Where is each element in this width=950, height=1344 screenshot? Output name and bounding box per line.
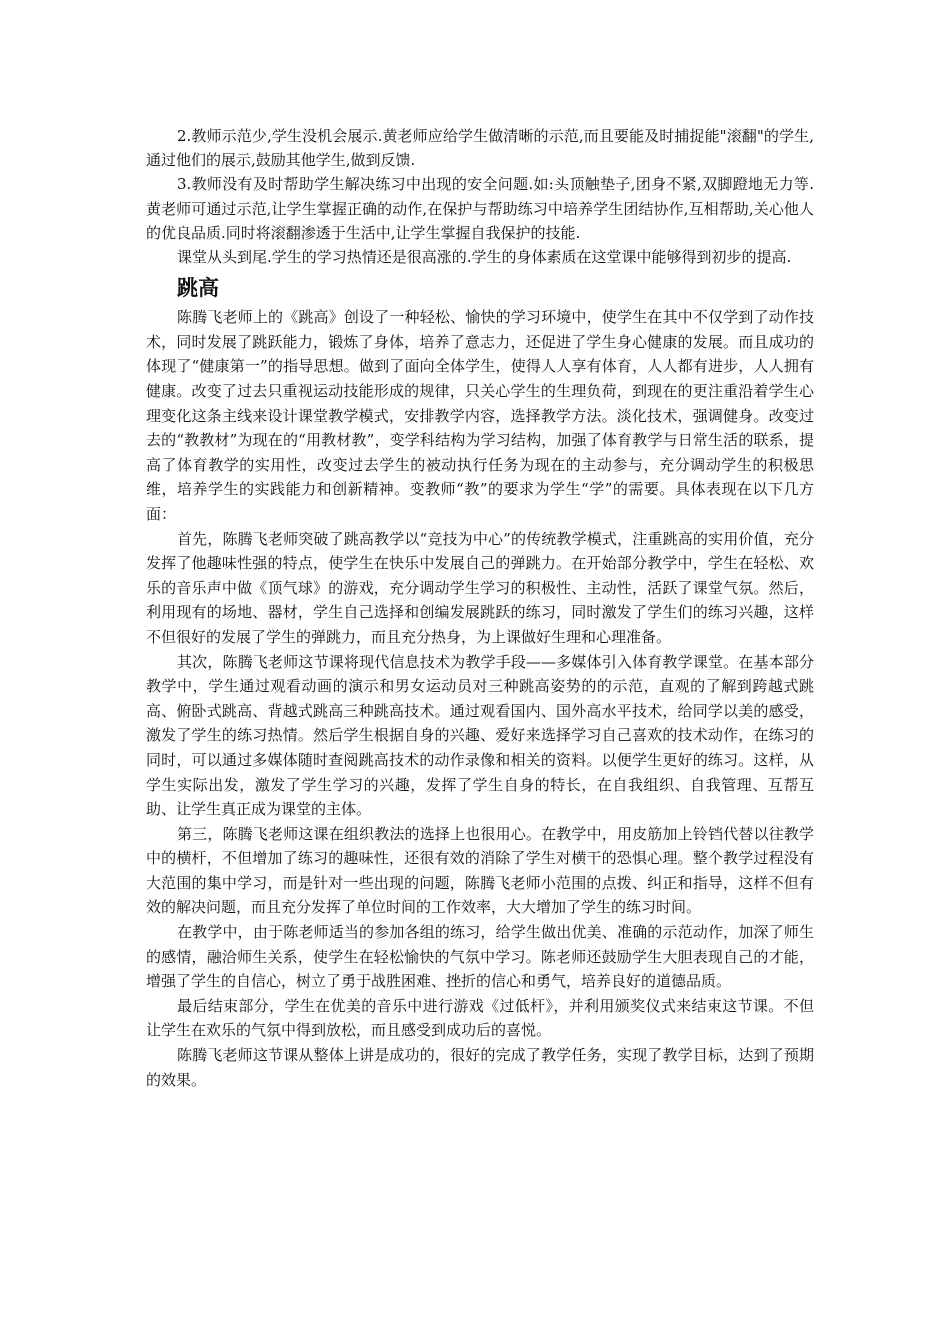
- paragraph-class-summary: 课堂从头到尾.学生的学习热情还是很高涨的.学生的身体素质在这堂课中能够得到初步的提高.: [177, 248, 792, 267]
- paragraph-point-2: 2.教师示范少,学生没机会展示.黄老师应给学生做清晰的示范,而且要能及时捕捉能"滚翻"的学生,通过他们的展示,鼓励其他学生,做到反馈.: [146, 127, 814, 170]
- section-title: 跳高: [177, 276, 219, 301]
- paragraph-teacher-participation: 在教学中，由于陈老师适当的参加各组的练习，给学生做出优美、准确的示范动作，加深了师生的感情，融洽师生关系，使学生在轻松愉快的气氛中学习。陈老师还鼓励学生大胆表现自己的才能，增强了学生的自信心，树立了勇于战胜困难、挫折的信心和勇气，培养良好的道德品质。: [146, 923, 814, 991]
- paragraph-overview: 陈腾飞老师上的《跳高》创设了一种轻松、愉快的学习环境中，使学生在其中不仅学到了动作技术，同时发展了跳跃能力，锻炼了身体，培养了意志力，还促进了学生身心健康的发展。而且成功的体现了“健康第一”的指导思想。做到了面向全体学生，使得人人享有体育，人人都有进步，人人拥有健康。改变了过去只重视运动技能形成的规律，只关心学生的生理负荷，到现在的更注重沿着学生心理变化这条主线来设计课堂教学模式，安排教学内容，选择教学方法。淡化技术，强调健身。改变过去的“教教材”为现在的“用教材教”，变学科结构为学习结构，加强了体育教学与日常生活的联系，提高了体育教学的实用性，改变过去学生的被动执行任务为现在的主动参与，充分调动学生的积极思维，培养学生的实践能力和创新精神。变教师“教”的要求为学生“学”的需要。具体表现在以下几方面：: [146, 308, 814, 523]
- paragraph-third: 第三，陈腾飞老师这课在组织教法的选择上也很用心。在教学中，用皮筋加上铃铛代替以往教学中的横杆，不但增加了练习的趣味性，还很有效的消除了学生对横干的恐惧心理。整个教学过程没有大范围的集中学习，而是针对一些出现的问题，陈腾飞老师小范围的点拨、纠正和指导，这样不但有效的解决问题，而且充分发挥了单位时间的工作效率，大大增加了学生的练习时间。: [146, 824, 814, 917]
- paragraph-first: 首先，陈腾飞老师突破了跳高教学以“竞技为中心”的传统教学模式，注重跳高的实用价值，充分发挥了他趣味性强的特点，使学生在快乐中发展自己的弹跳力。在开始部分教学中，学生在轻松、欢乐的音乐声中做《顶气球》的游戏，充分调动学生学习的积极性、主动性，活跃了课堂气氛。然后，利用现有的场地、器材，学生自己选择和创编发展跳跃的练习，同时激发了学生们的练习兴趣，这样不但很好的发展了学生的弹跳力，而且充分热身，为上课做好生理和心理准备。: [146, 529, 814, 646]
- paragraph-ending: 最后结束部分，学生在优美的音乐中进行游戏《过低杆》，并利用颁奖仪式来结束这节课。不但让学生在欢乐的气氛中得到放松，而且感受到成功后的喜悦。: [146, 996, 814, 1040]
- document-page: [146, 124, 814, 1092]
- paragraph-conclusion: 陈腾飞老师这节课从整体上讲是成功的，很好的完成了教学任务，实现了教学目标，达到了预期的效果。: [146, 1046, 814, 1089]
- paragraph-point-3: 3.教师没有及时帮助学生解决练习中出现的安全问题.如:头顶触垫子,团身不紧,双脚蹬地无力等.黄老师可通过示范,让学生掌握正确的动作,在保护与帮助练习中培养学生团结协作,互相帮助,关心他人的优良品质.同时将滚翻渗透于生活中,让学生掌握自我保护的技能.: [146, 175, 814, 242]
- paragraph-second: 其次，陈腾飞老师这节课将现代信息技术为教学手段——多媒体引入体育教学课堂。在基本部分教学中，学生通过观看动画的演示和男女运动员对三种跳高姿势的的示范，直观的了解到跨越式跳高、俯卧式跳高、背越式跳高三种跳高技术。通过观看国内、国外高水平技术，给同学以美的感受，激发了学生的练习热情。然后学生根据自身的兴趣、爱好来选择学习自己喜欢的技术动作，在练习的同时，可以通过多媒体随时查阅跳高技术的动作录像和相关的资料。以便学生更好的练习。这样，从学生实际出发，激发了学生学习的兴趣，发挥了学生自身的特长，在自我组织、自我管理、互帮互助、让学生真正成为课堂的主体。: [146, 652, 814, 819]
